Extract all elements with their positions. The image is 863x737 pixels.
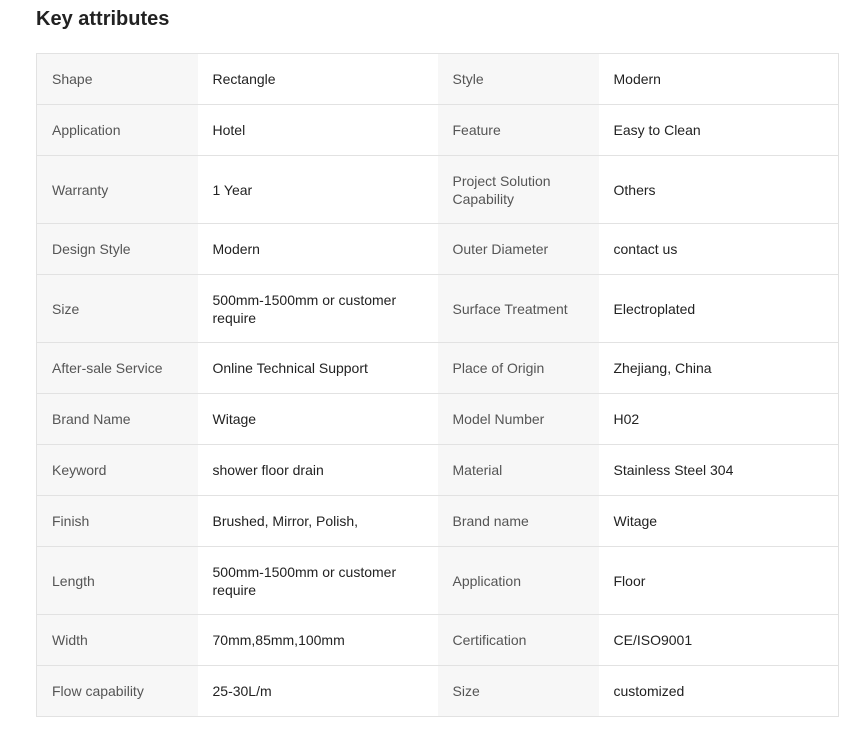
key-attributes-table (36, 53, 839, 717)
attribute-value: Modern (198, 224, 438, 275)
attribute-value: Online Technical Support (198, 343, 438, 394)
attribute-value: Electroplated (599, 275, 839, 343)
attribute-value: Stainless Steel 304 (599, 445, 839, 496)
attribute-value: 500mm-1500mm or customer require (198, 275, 438, 343)
attribute-value: H02 (599, 394, 839, 445)
attribute-row (37, 394, 839, 445)
attribute-value: CE/ISO9001 (599, 615, 839, 666)
attribute-key: Size (438, 666, 599, 717)
attribute-key: Feature (438, 105, 599, 156)
attribute-value: customized (599, 666, 839, 717)
attribute-key: Design Style (37, 224, 198, 275)
attribute-key: Brand Name (37, 394, 198, 445)
attribute-row (37, 445, 839, 496)
attribute-value: Easy to Clean (599, 105, 839, 156)
attribute-key: Application (37, 105, 198, 156)
attribute-value: Witage (599, 496, 839, 547)
attribute-row (37, 224, 839, 275)
attribute-key: Width (37, 615, 198, 666)
attribute-key: Application (438, 547, 599, 615)
attribute-key: Surface Treatment (438, 275, 599, 343)
attribute-value: Zhejiang, China (599, 343, 839, 394)
attribute-value: 500mm-1500mm or customer require (198, 547, 438, 615)
attribute-value: 25-30L/m (198, 666, 438, 717)
attribute-row (37, 666, 839, 717)
attribute-key: Finish (37, 496, 198, 547)
attribute-row (37, 156, 839, 224)
attribute-key: Warranty (37, 156, 198, 224)
attribute-value: Others (599, 156, 839, 224)
attribute-key: Keyword (37, 445, 198, 496)
attribute-row (37, 54, 839, 105)
attribute-value: 70mm,85mm,100mm (198, 615, 438, 666)
attribute-row (37, 615, 839, 666)
attribute-key: Certification (438, 615, 599, 666)
attribute-value: Modern (599, 54, 839, 105)
attribute-key: Size (37, 275, 198, 343)
attribute-row (37, 105, 839, 156)
attribute-row (37, 496, 839, 547)
attribute-value: Hotel (198, 105, 438, 156)
attribute-key: Model Number (438, 394, 599, 445)
attribute-key: After-sale Service (37, 343, 198, 394)
attribute-key: Material (438, 445, 599, 496)
attribute-key: Brand name (438, 496, 599, 547)
attribute-value: shower floor drain (198, 445, 438, 496)
attribute-key: Length (37, 547, 198, 615)
attribute-value: Witage (198, 394, 438, 445)
attribute-value: Rectangle (198, 54, 438, 105)
attribute-key: Outer Diameter (438, 224, 599, 275)
attribute-value: Brushed, Mirror, Polish, (198, 496, 438, 547)
attribute-row (37, 275, 839, 343)
section-title: Key attributes (36, 8, 170, 30)
attribute-key: Flow capability (37, 666, 198, 717)
attribute-key: Style (438, 54, 599, 105)
attribute-key: Project Solution Capability (438, 156, 599, 224)
attribute-row (37, 343, 839, 394)
attribute-row (37, 547, 839, 615)
attribute-key: Place of Origin (438, 343, 599, 394)
attribute-value: contact us (599, 224, 839, 275)
attribute-value: 1 Year (198, 156, 438, 224)
attribute-value: Floor (599, 547, 839, 615)
attribute-key: Shape (37, 54, 198, 105)
